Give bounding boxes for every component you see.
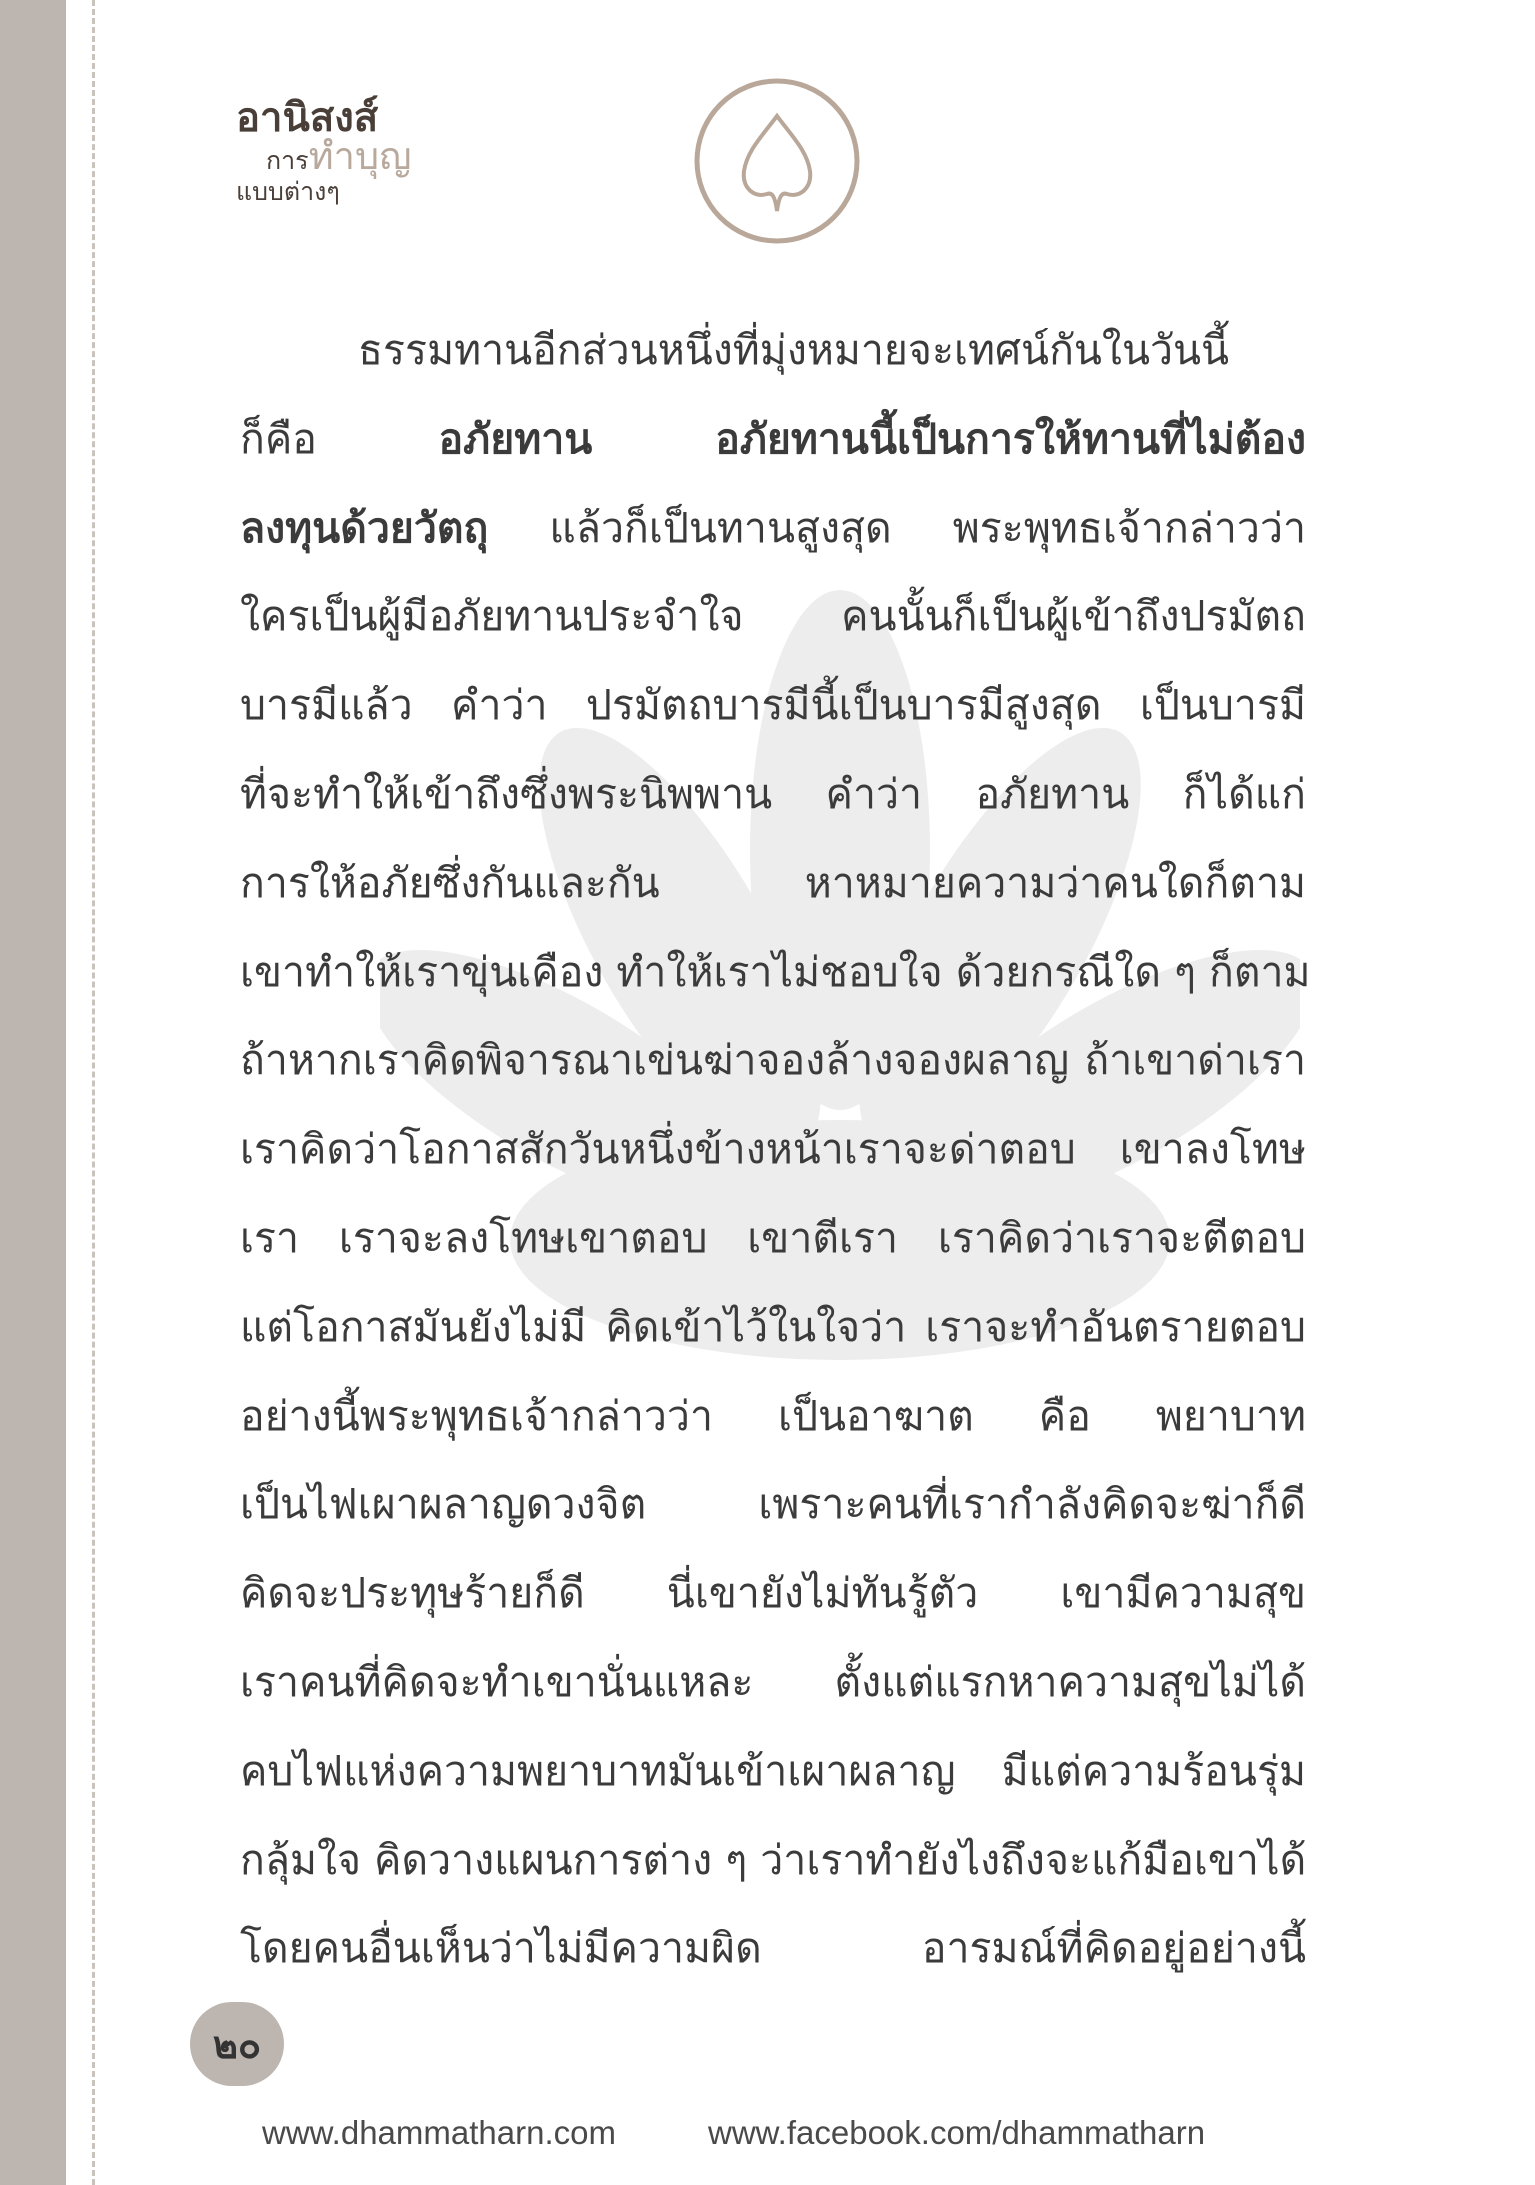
text-segment: แล้วก็เป็นทานสูงสุด พระพุทธเจ้ากล่าวว่า [488, 503, 1306, 552]
page-number: ๒๐ [190, 2002, 284, 2086]
book-title [236, 96, 412, 207]
text-line: ใครเป็นผู้มีอภัยทานประจำใจ คนนั้นก็เป็นผู้เข้าถึงปรมัตถ [240, 592, 1306, 641]
text-line: คบไฟแห่งความพยาบาทมันเข้าเผาผลาญ มีแต่ความร้อนรุ่ม [240, 1746, 1306, 1795]
text-line: กลุ้มใจ คิดวางแผนการต่าง ๆ ว่าเราทำยังไงถึงจะแก้มือเขาได้ [240, 1835, 1307, 1884]
website-url: www.dhammatharn.com [262, 2114, 616, 2151]
text-line [240, 484, 1306, 573]
text-line [240, 395, 1306, 484]
text-line: คิดจะประทุษร้ายก็ดี นี่เขายังไม่ทันรู้ตัว เขามีความสุข [240, 1569, 1306, 1618]
text-line: บารมีแล้ว คำว่า ปรมัตถบารมีนี้เป็นบารมีสูงสุด เป็นบารมี [240, 681, 1306, 730]
text-line: เขาทำให้เราขุ่นเคือง ทำให้เราไม่ชอบใจ ด้วยกรณีใด ๆ ก็ตาม [240, 947, 1311, 996]
bodhi-leaf-emblem-icon [692, 76, 862, 246]
text-segment: ก็คือ [240, 414, 439, 463]
text-line: ถ้าหากเราคิดพิจารณาเข่นฆ่าจองล้างจองผลาญ ถ้าเขาด่าเรา [240, 1036, 1306, 1085]
book-spine [0, 0, 66, 2185]
text-line: การให้อภัยซึ่งกันและกัน หาหมายความว่าคนใดก็ตาม [240, 858, 1306, 907]
book-title-line1: อานิสงส์ [236, 94, 379, 141]
book-title-line3: แบบต่างๆ [236, 177, 340, 206]
text-line: แต่โอกาสมันยังไม่มี คิดเข้าไว้ในใจว่า เราจะทำอันตรายตอบ [240, 1302, 1306, 1351]
book-title-line2-light: ทำบุญ [308, 134, 412, 178]
bold-text-segment: ลงทุนด้วยวัตถุ [240, 503, 489, 552]
dashed-margin-line [92, 0, 95, 2185]
book-title-line2 [266, 134, 412, 178]
sermon-paragraph [240, 306, 1311, 1993]
text-line: เป็นไฟเผาผลาญดวงจิต เพราะคนที่เรากำลังคิดจะฆ่าก็ดี [240, 1480, 1306, 1529]
text-line: เราคิดว่าโอกาสสักวันหนึ่งข้างหน้าเราจะด่าตอบ เขาลงโทษ [240, 1125, 1306, 1174]
text-line: ที่จะทำให้เข้าถึงซึ่งพระนิพพาน คำว่า อภัยทาน ก็ได้แก่ [240, 769, 1306, 818]
text-line: เราคนที่คิดจะทำเขานั่นแหละ ตั้งแต่แรกหาความสุขไม่ได้ [240, 1657, 1306, 1706]
text-line: เรา เราจะลงโทษเขาตอบ เขาตีเรา เราคิดว่าเราจะตีตอบ [240, 1213, 1306, 1262]
text-line: อย่างนี้พระพุทธเจ้ากล่าวว่า เป็นอาฆาต คือ พยาบาท [240, 1391, 1306, 1440]
text-line: โดยคนอื่นเห็นว่าไม่มีความผิด อารมณ์ที่คิดอยู่อย่างนี้ [240, 1924, 1306, 1973]
facebook-url: www.facebook.com/dhammatharn [708, 2114, 1206, 2151]
bold-text-segment: อภัยทาน อภัยทานนี้เป็นการให้ทานที่ไม่ต้อง [438, 414, 1306, 463]
book-title-line2-small: การ [266, 146, 309, 175]
text-line: ธรรมทานอีกส่วนหนึ่งที่มุ่งหมายจะเทศน์กันในวันนี้ [358, 326, 1230, 374]
